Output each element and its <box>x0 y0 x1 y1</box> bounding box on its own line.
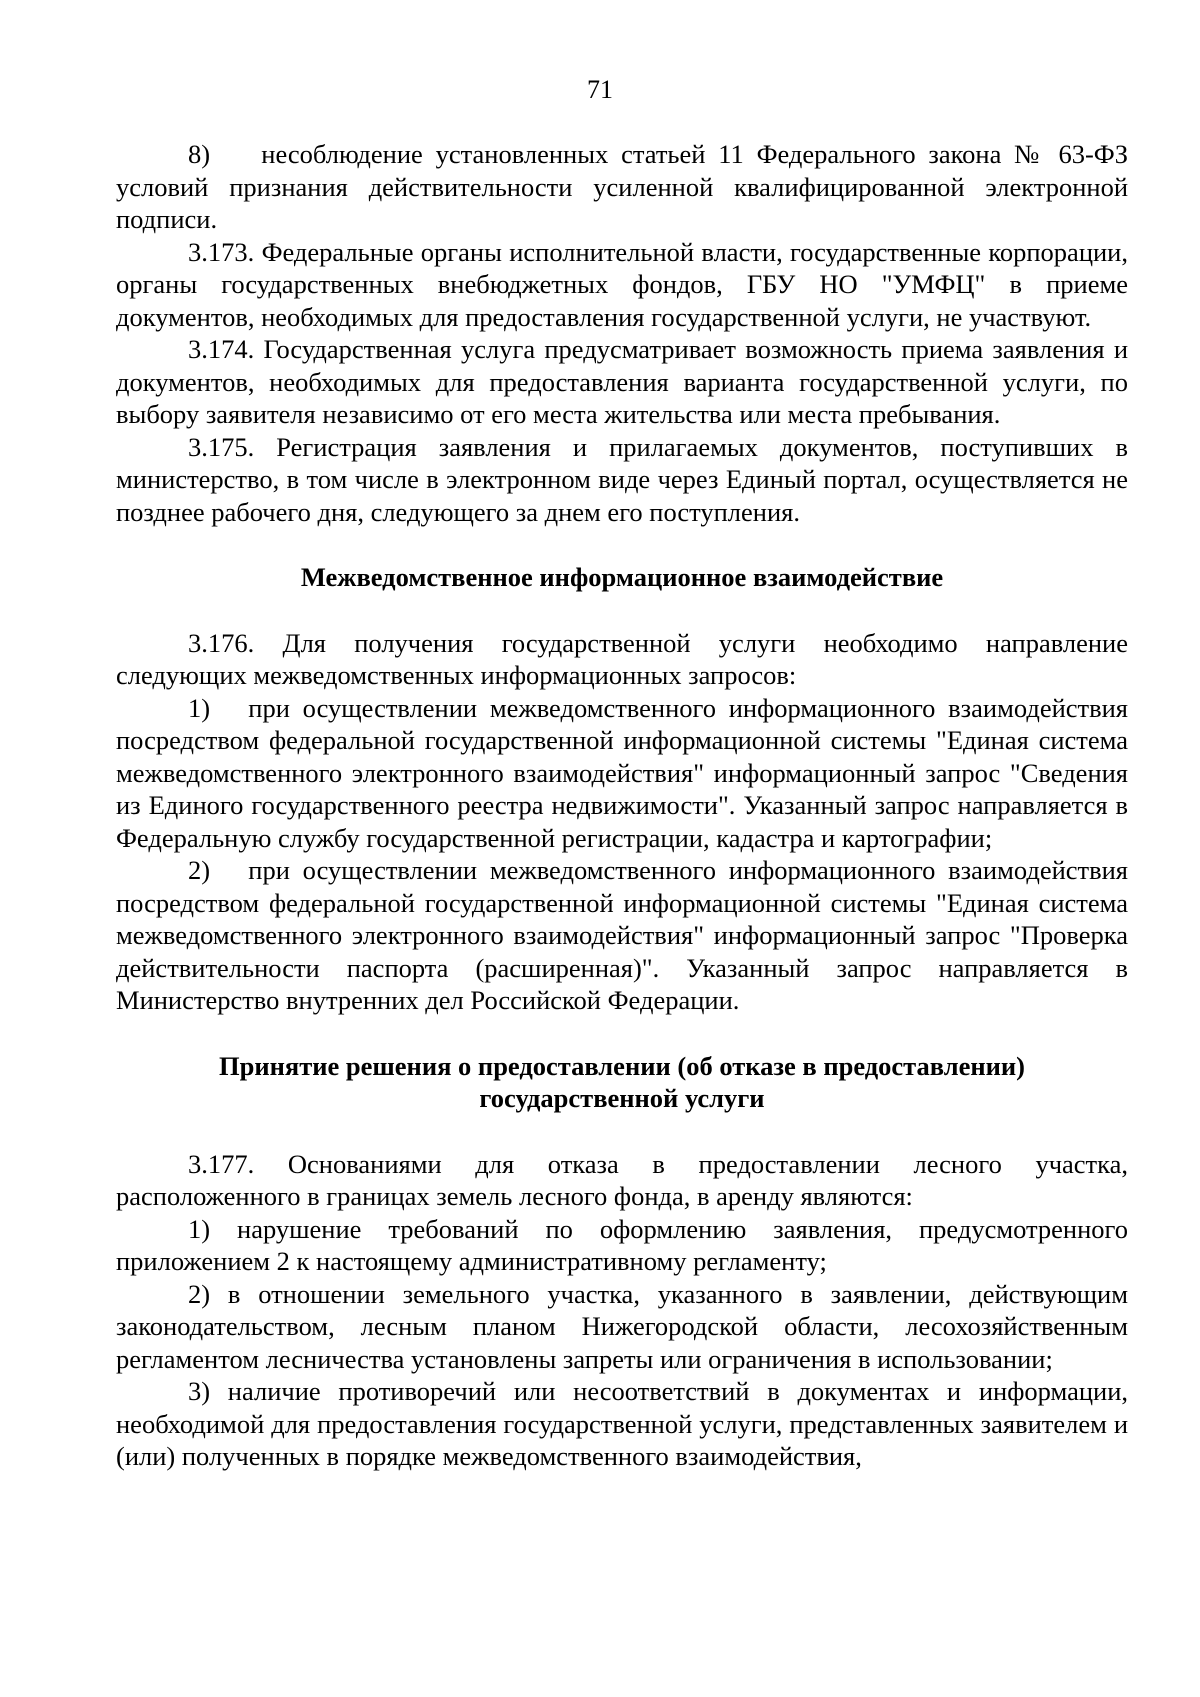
page-number: 71 <box>587 75 613 104</box>
spacer <box>116 1115 1128 1148</box>
paragraph-3-177: 3.177. Основаниями для отказа в предоставлении лесного участка, расположенного в границах земель лесного фонда, в аренду являются: <box>116 1148 1128 1211</box>
paragraph-ground-3: 3) наличие противоречий или несоответствий в документах и информации, необходимой для предоставления государственной услуги, представленных заявителем и (или) полученных в порядке межведомственного взаимодействия, <box>116 1376 1128 1471</box>
paragraph-3-173: 3.173. Федеральные органы исполнительной власти, государственные корпорации, органы государственных внебюджетных фондов, ГБУ НО "УМФЦ" в приеме документов, необходимых для предоставления государственной услуги, не участвуют. <box>116 236 1128 332</box>
spacer <box>116 1017 1128 1050</box>
section-heading-decision-line-2: государственной услуги <box>479 1083 765 1113</box>
paragraph-3-175: 3.175. Регистрация заявления и прилагаемых документов, поступивших в министерство, в том числе в электронном виде через Единый портал, осуществляется не позднее рабочего дня, следующего за днем его поступления. <box>116 431 1128 527</box>
document-body <box>116 138 1128 1473</box>
paragraph-ground-1: 1) нарушение требований по оформлению заявления, предусмотренного приложением 2 к настоящему административному регламенту; <box>116 1213 1128 1276</box>
paragraph-request-2: 2) при осуществлении межведомственного информационного взаимодействия посредством федеральной государственной информационной системы "Единая система межведомственного электронного взаимодействия" информационный запрос "Проверка действительности паспорта (расширенная)". Указанный запрос направляется в Министерство внутренних дел Российской Федерации. <box>116 855 1128 1015</box>
spacer <box>116 528 1128 561</box>
paragraph-ground-2: 2) в отношении земельного участка, указанного в заявлении, действующим законодательством, лесным планом Нижегородской области, лесохозяйственным регламентом лесничества установлены запреты или ограничения в использовании; <box>116 1278 1128 1374</box>
section-heading-decision-line-1: Принятие решения о предоставлении (об отказе в предоставлении) <box>219 1050 1025 1081</box>
paragraph-3-176: 3.176. Для получения государственной услуги необходимо направление следующих межведомственных информационных запросов: <box>116 627 1128 690</box>
paragraph-request-1: 1) при осуществлении межведомственного информационного взаимодействия посредством федеральной государственной информационной системы "Единая система межведомственного электронного взаимодействия" информационный запрос "Сведения из Единого государственного реестра недвижимости". Указанный запрос направляется в Федеральную службу государственной регистрации, кадастра и картографии; <box>116 692 1128 853</box>
spacer <box>116 594 1128 627</box>
section-heading-decision <box>116 1050 1128 1115</box>
paragraph-3-174: 3.174. Государственная услуга предусматривает возможность приема заявления и документов, необходимых для предоставления варианта государственной услуги, по выбору заявителя независимо от его места жительства или места пребывания. <box>116 334 1128 429</box>
section-heading-interagency: Межведомственное информационное взаимодействие <box>300 562 944 592</box>
paragraph-item-8: 8) несоблюдение установленных статьей 11 Федерального закона № 63-ФЗ условий признания действительности усиленной квалифицированной электронной подписи. <box>116 139 1128 234</box>
